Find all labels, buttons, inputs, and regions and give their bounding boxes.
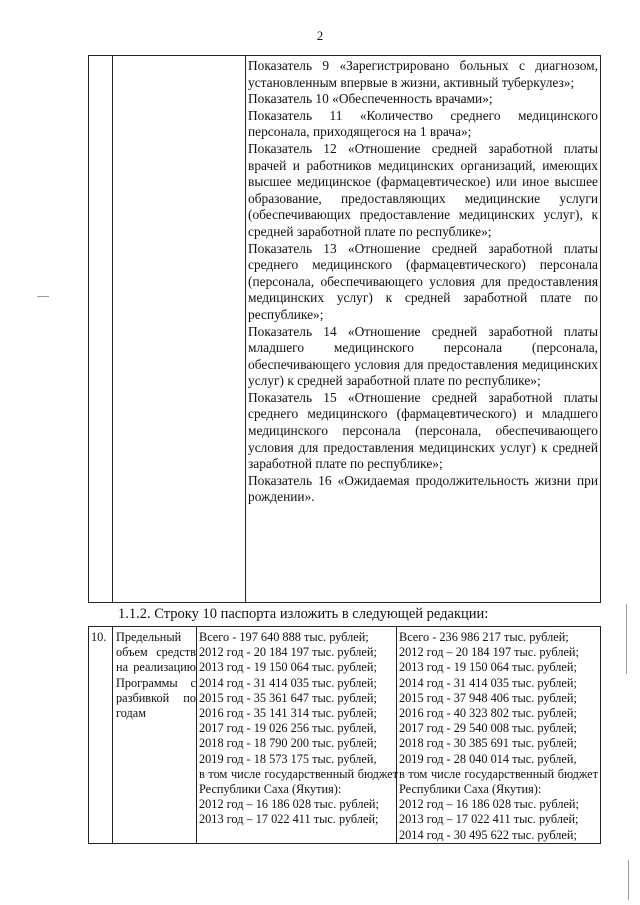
indicator-item: Показатель 10 «Обеспеченность врачами»;: [248, 91, 493, 107]
funding-line: 2018 год - 30 385 691 тыс. рублей;: [399, 736, 577, 751]
indicator-item: Показатель 9 «Зарегистрировано больных с диагнозом, установленным впервые в жизни, активный туберкулез»;: [248, 58, 598, 90]
funding-line: 2016 год - 40 323 802 тыс. рублей;: [399, 706, 577, 721]
funding-line: 2012 год – 16 186 028 тыс. рублей;: [399, 797, 579, 812]
old-funding-column: [199, 630, 398, 828]
column-divider: [112, 627, 113, 843]
page-number: 2: [316, 28, 324, 43]
funding-line: 2017 год - 19 026 256 тыс. рублей,: [199, 721, 377, 736]
funding-line: 2016 год - 35 141 314 тыс. рублей;: [199, 706, 377, 721]
funding-line: в том числе государственный бюджет Республики Саха (Якутия):: [199, 766, 398, 797]
funding-line: 2013 год - 19 150 064 тыс. рублей;: [399, 660, 577, 675]
row-number: 10.: [91, 630, 107, 644]
column-divider: [245, 56, 246, 602]
column-divider: [112, 56, 113, 602]
funding-line: Всего - 236 986 217 тыс. рублей;: [399, 630, 569, 644]
indicator-item: Показатель 13 «Отношение средней заработной платы среднего медицинского (фармацевтического) персонала (персонала, обеспечивающего условия для предоставления медицинских услуг) к средней заработной плате по республике»;: [248, 240, 598, 322]
funding-line: 2019 год - 28 040 014 тыс. рублей,: [399, 751, 577, 766]
indicator-item: Показатель 12 «Отношение средней заработной платы врачей и работников медицинских организаций, имеющих высшее медицинское (фармацевтическое) или иное высшее образование, предоставляющих медицинские услуги (обеспечивающих предоставление медицинских услуг), к средней заработной плате по республике»;: [248, 140, 598, 239]
indicator-item: Показатель 15 «Отношение средней заработной платы среднего медицинского (фармацевтического) и младшего медицинского персонала (персонала, обеспечивающего условия для предоставления медицинских услуг) к средней заработной плате по республике»;: [248, 389, 598, 472]
funding-line: Всего - 197 640 888 тыс. рублей;: [199, 630, 369, 644]
column-divider: [196, 627, 197, 843]
indicator-item: Показатель 11 «Количество среднего медицинского персонала, приходящегося на 1 врача»;: [248, 107, 598, 140]
funding-line: 2012 год – 20 184 197 тыс. рублей;: [399, 645, 579, 660]
funding-line: 2012 год - 20 184 197 тыс. рублей;: [199, 645, 377, 660]
scan-mark: [628, 860, 629, 900]
amendment-instruction: 1.1.2. Строку 10 паспорта изложить в следующей редакции:: [118, 606, 489, 622]
funding-line: 2015 год - 35 361 647 тыс. рублей;: [199, 690, 377, 705]
funding-line: 2014 год - 31 414 035 тыс. рублей;: [199, 675, 377, 690]
funding-line: 2019 год - 18 573 175 тыс. рублей,: [199, 751, 377, 766]
scan-mark: [37, 296, 49, 297]
funding-line: 2013 год – 17 022 411 тыс. рублей;: [199, 812, 379, 827]
indicator-item: Показатель 14 «Отношение средней заработной платы младшего медицинского персонала (персонала, обеспечивающего условия для предоставления медицинских услуг) к средней заработной плате по республике»;: [248, 323, 598, 389]
funding-line: 2015 год - 37 948 406 тыс. рублей;: [399, 690, 577, 705]
indicator-item: Показатель 16 «Ожидаемая продолжительность жизни при рождении».: [248, 472, 598, 505]
funding-line: 2017 год - 29 540 008 тыс. рублей;: [399, 721, 577, 736]
funding-line: в том числе государственный бюджет Республики Саха (Якутия):: [399, 766, 598, 797]
funding-line: 2018 год - 18 790 200 тыс. рублей;: [199, 736, 377, 751]
row-label: Предельный объем средств на реализацию Программы с разбивкой по годам: [116, 630, 196, 721]
funding-line: 2014 год - 31 414 035 тыс. рублей;: [399, 675, 577, 690]
funding-line: 2014 год - 30 495 622 тыс. рублей;: [399, 827, 577, 842]
scan-mark: [626, 604, 627, 674]
funding-line: 2013 год – 17 022 411 тыс. рублей;: [399, 812, 579, 827]
funding-line: 2012 год – 16 186 028 тыс. рублей;: [199, 797, 379, 812]
new-funding-column: [399, 630, 598, 843]
indicators-cell: [248, 58, 598, 506]
funding-line: 2013 год - 19 150 064 тыс. рублей;: [199, 660, 377, 675]
